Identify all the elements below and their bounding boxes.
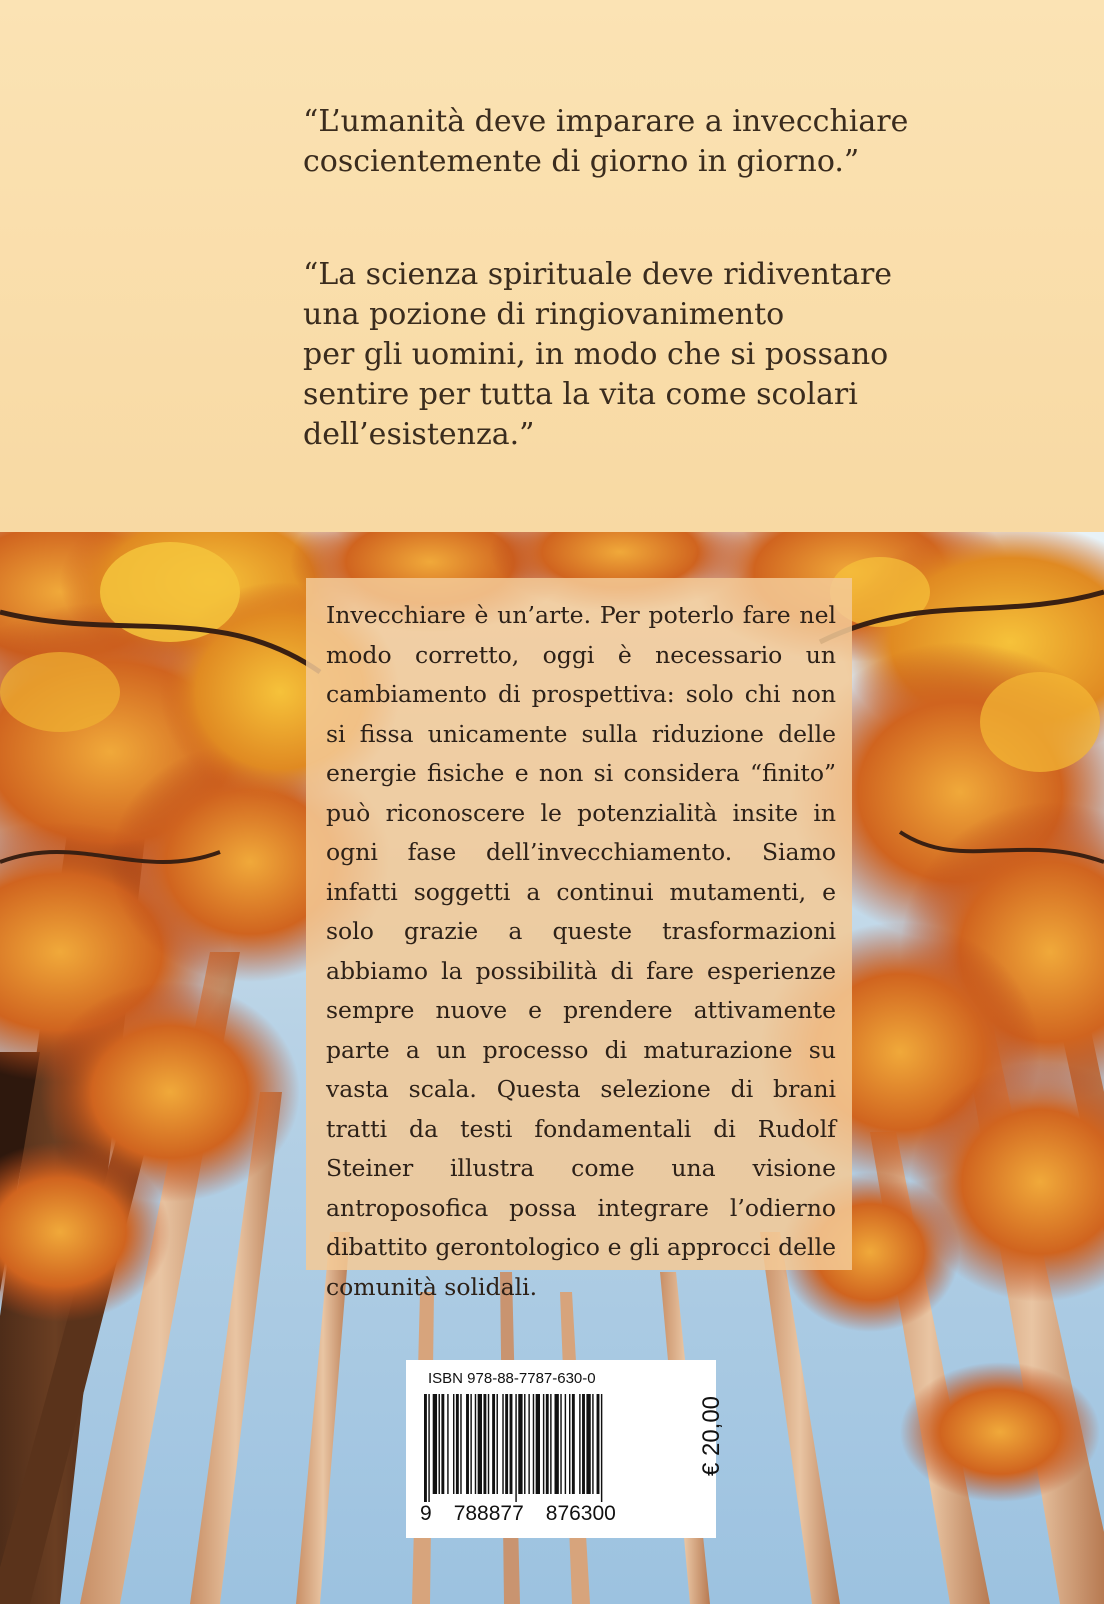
barcode-digit-prefix: 9 <box>420 1502 432 1525</box>
quote-panel <box>0 0 1104 532</box>
price-text: € 20,00 <box>698 1395 725 1477</box>
barcode-digits <box>420 1502 670 1526</box>
quote-2: “La scienza spirituale deve ridiventare una pozione di ringiovanimento per gli uomini, in modo che si possano sentire per tutta la vita come scolari dell’esistenza.” <box>303 257 893 452</box>
back-cover-description: Invecchiare è un’arte. Per poterlo fare nel modo corretto, oggi è necessario un cambiamento di prospettiva: solo chi non si fissa unicamente sulla riduzione delle energie fisiche e non si considera “finito” può riconoscere le potenzialità insite in ogni fase dell’invecchiamento. Siamo infatti soggetti a continui mutamenti, e solo grazie a queste trasformazioni abbiamo la possibilità di fare esperienze sempre nuove e prendere attivamente parte a un processo di maturazione su vasta scala. Questa selezione di brani tratti da testi fondamentali di Rudolf Steiner illustra come una visione antroposofica possa integrare l’odierno dibattito gerontologico e gli approcci delle comunità solidali. <box>326 601 836 1301</box>
barcode-digit-group-1: 788877 <box>453 1502 524 1525</box>
barcode-digit-group-2: 876300 <box>545 1502 616 1525</box>
barcode-image <box>416 1394 666 1502</box>
barcode-label <box>406 1360 725 1538</box>
isbn-text: ISBN 978-88-7787-630-0 <box>428 1370 596 1387</box>
quote-1: “L’umanità deve imparare a invecchiare coscientemente di giorno in giorno.” <box>303 104 909 179</box>
